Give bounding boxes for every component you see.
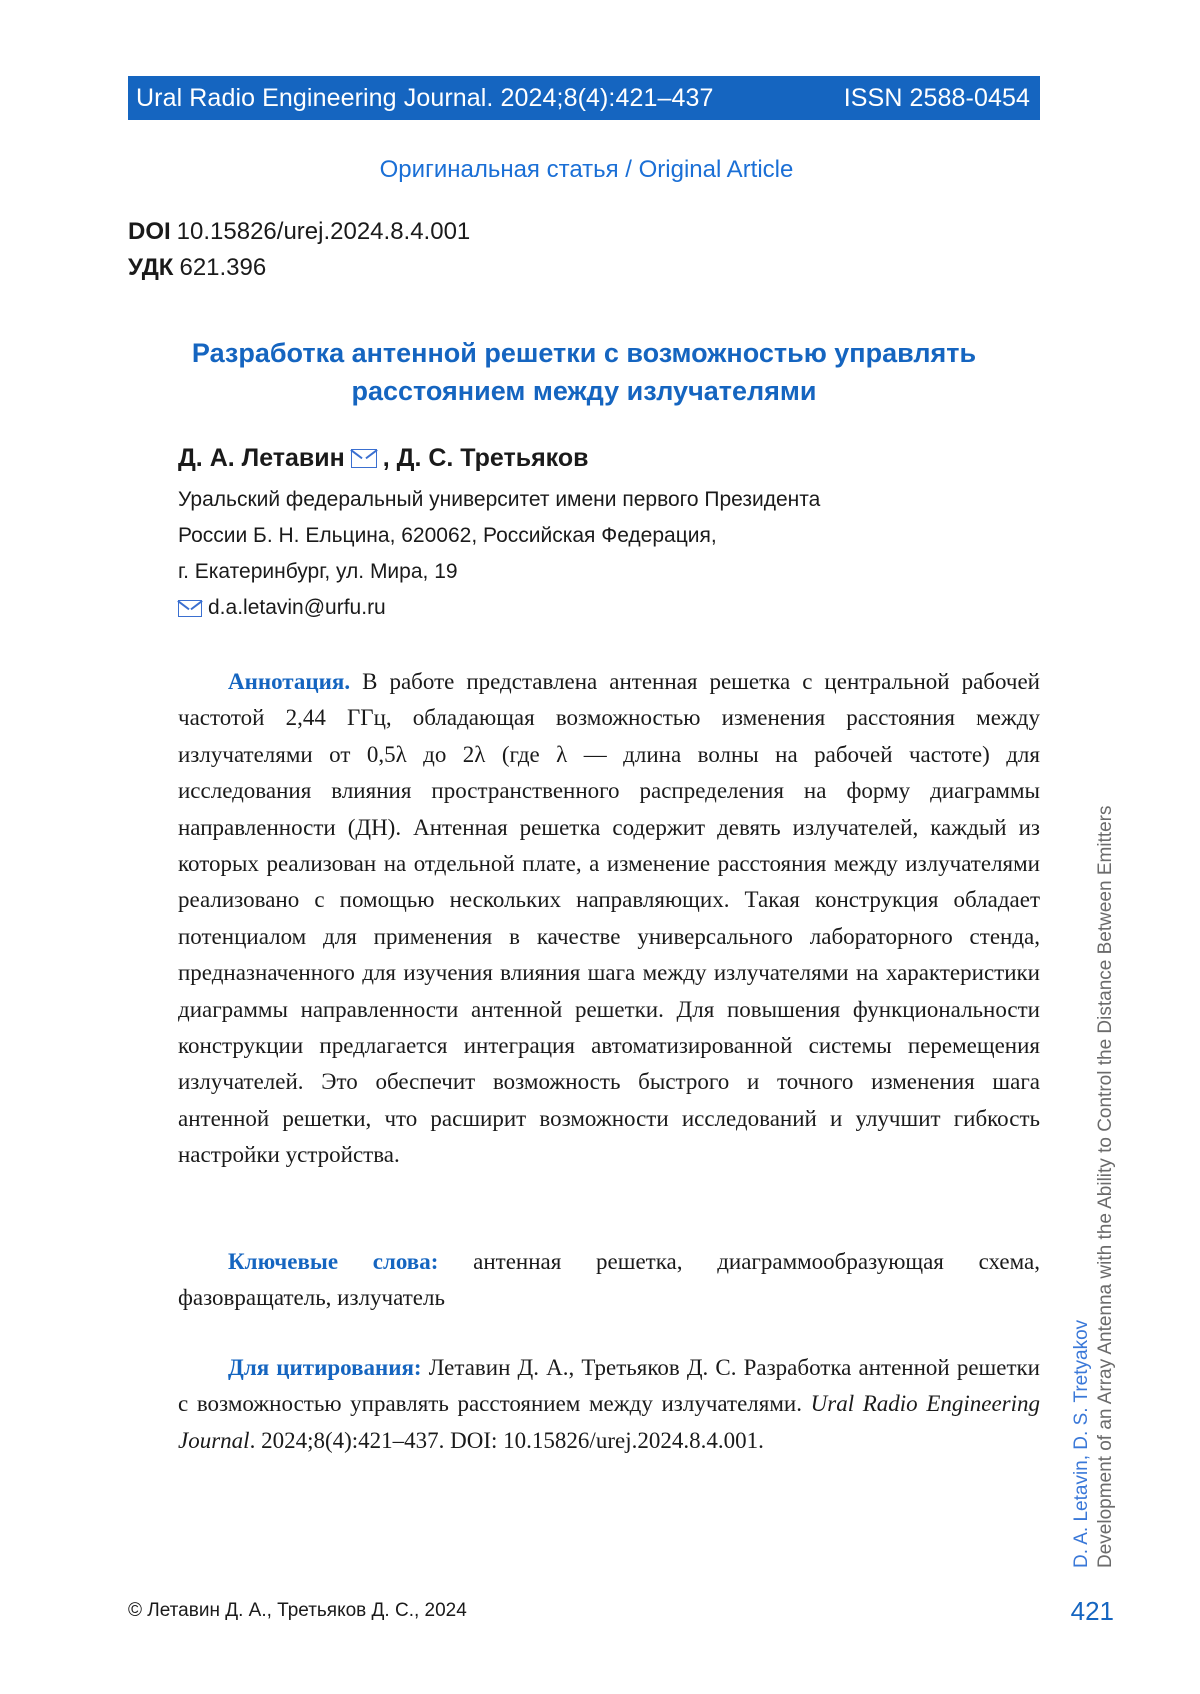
page-number: 421 — [1070, 1596, 1114, 1626]
journal-issn: ISSN 2588-0454 — [843, 83, 1030, 112]
side-running-title — [1070, 805, 1118, 1568]
author-first: Д. А. Летавин — [178, 444, 345, 472]
authors-line — [178, 444, 588, 473]
envelope-icon — [178, 600, 202, 617]
doi-label: DOI — [128, 218, 171, 245]
citation-journal: Ural Radio Engineering Journal — [178, 1391, 1041, 1453]
email-row — [178, 596, 386, 620]
article-title-line-1: Разработка антенной решетки с возможностью управлять — [191, 338, 977, 368]
keywords-label: Ключевые слова: — [228, 1249, 439, 1274]
doi-value[interactable]: 10.15826/urej.2024.8.4.001 — [176, 218, 471, 245]
article-title — [128, 334, 1040, 410]
affiliation-line-3: г. Екатеринбург, ул. Мира, 19 — [178, 560, 458, 583]
affiliation-line-1: Уральский федеральный университет имени первого Президента — [178, 488, 821, 511]
abstract-label: Аннотация. — [228, 669, 351, 694]
abstract-text: В работе представлена антенная решетка с центральной рабочей частотой 2,44 ГГц, обладающая возможностью изменения расстояния между излучателями от 0,5λ до 2λ (где λ — длина волны на рабочей частоте) для исследования влияния пространственного распределения на форму диаграммы направленности (ДН). Антенная решетка содержит девять излучателей, каждый из которых реализован на отдельной плате, а изменение расстояния между излучателями реализовано с помощью нескольких направляющих. Такая конструкция обладает потенциалом для применения в качестве универсального лабораторного стенда, предназначенного для изучения влияния шага между излучателями на характеристики диаграммы направленности антенной решетки. Для повышения функциональности конструкции предлагается интеграция автоматизированной системы перемещения излучателей. Это обеспечит возможность быстрого и точного изменения шага антенной решетки, что расширит возможности исследований и улучшит гибкость настройки устройства. — [178, 669, 1040, 1168]
udk-line — [128, 254, 266, 282]
citation-tail: . 2024;8(4):421–437. DOI: 10.15826/urej.2024.8.4.001. — [249, 1427, 764, 1453]
article-title-line-2: расстоянием между излучателями — [351, 376, 817, 406]
udk-label: УДК — [128, 254, 174, 281]
side-title: Development of an Array Antenna with the Ability to Control the Distance Between Emitters — [1095, 805, 1116, 1568]
keywords-text: антенная решетка, диаграммообразующая схема, фазовращатель, излучатель — [178, 1249, 1040, 1311]
article-type: Оригинальная статья / Original Article — [379, 156, 794, 183]
abstract — [178, 664, 1040, 1174]
journal-header-bar — [128, 76, 1040, 120]
side-authors: D. A. Letavin, D. S. Tretyakov — [1071, 1319, 1092, 1568]
envelope-icon — [351, 449, 377, 468]
citation-text: Летавин Д. А., Третьяков Д. С. Разработка антенной решетки с возможностью управлять расстоянием между излучателями. — [178, 1355, 1040, 1417]
citation-label: Для цитирования: — [228, 1355, 422, 1380]
citation — [178, 1350, 1040, 1459]
doi-line — [128, 218, 470, 246]
journal-citation: Ural Radio Engineering Journal. 2024;8(4):421–437 — [136, 83, 714, 112]
keywords — [178, 1244, 1040, 1317]
udk-value: 621.396 — [179, 254, 267, 281]
affiliation-line-2: России Б. Н. Ельцина, 620062, Российская Федерация, — [178, 524, 717, 547]
author-second: , Д. С. Третьяков — [382, 444, 589, 472]
footer-copyright: © Летавин Д. А., Третьяков Д. С., 2024 — [128, 1600, 467, 1621]
email-link[interactable]: d.a.letavin@urfu.ru — [208, 596, 386, 619]
